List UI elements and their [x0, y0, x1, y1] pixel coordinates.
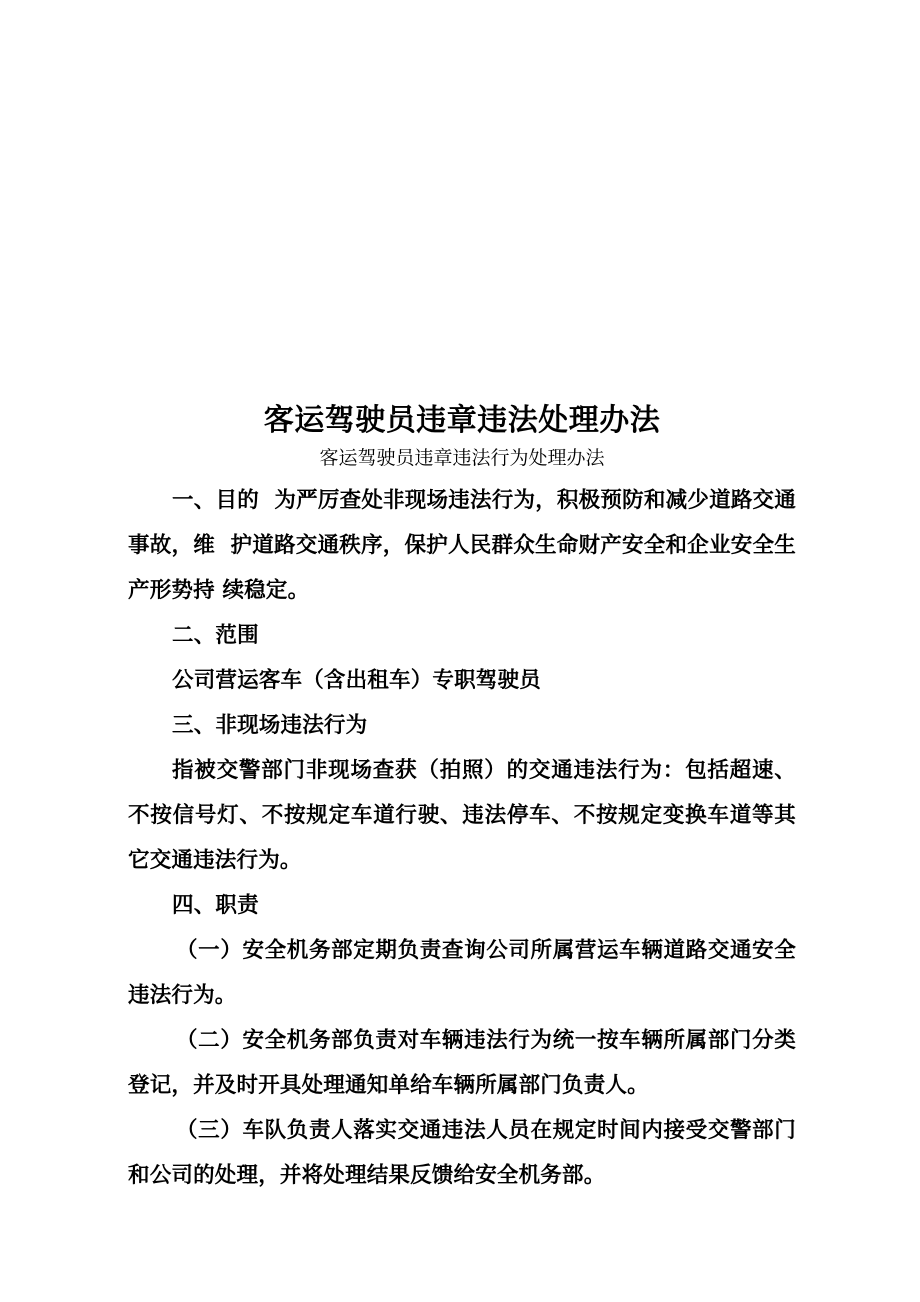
section-scope-heading: 二、范围	[172, 623, 259, 648]
document-subtitle: 客运驾驶员违章违法行为处理办法	[319, 447, 605, 469]
section-duty-3: （三）车队负责人落实交通违法人员在规定时间内接受交警部门 和公司的处理，并将处理结果反馈给安全机务部。	[128, 1118, 812, 1188]
document-body	[128, 400, 812, 1198]
section-scope-body: 公司营运客车（含出租车）专职驾驶员	[172, 668, 541, 693]
section-offsite-body: 指被交警部门非现场查获（拍照）的交通违法行为：包括超速、 不按信号灯、不按规定车道行驶、违法停车、不按规定变换车道等其 它交通违法行为。	[128, 758, 812, 873]
section-duty-2: （二）安全机务部负责对车辆违法行为统一按车辆所属部门分类 登记，并及时开具处理通知单给车辆所属部门负责人。	[128, 1028, 812, 1098]
section-offsite-heading: 三、非现场违法行为	[172, 713, 368, 738]
section-duty-1: （一）安全机务部定期负责查询公司所属营运车辆道路交通安全 违法行为。	[128, 938, 812, 1008]
section-purpose: 一、目的 为严厉查处非现场违法行为，积极预防和减少道路交通事故，维 护道路交通秩序，保护人民群众生命财产安全和企业安全生产形势持 续稳定。	[128, 488, 796, 603]
document-title: 客运驾驶员违章违法处理办法	[263, 403, 661, 438]
section-duties-heading: 四、职责	[172, 893, 259, 918]
